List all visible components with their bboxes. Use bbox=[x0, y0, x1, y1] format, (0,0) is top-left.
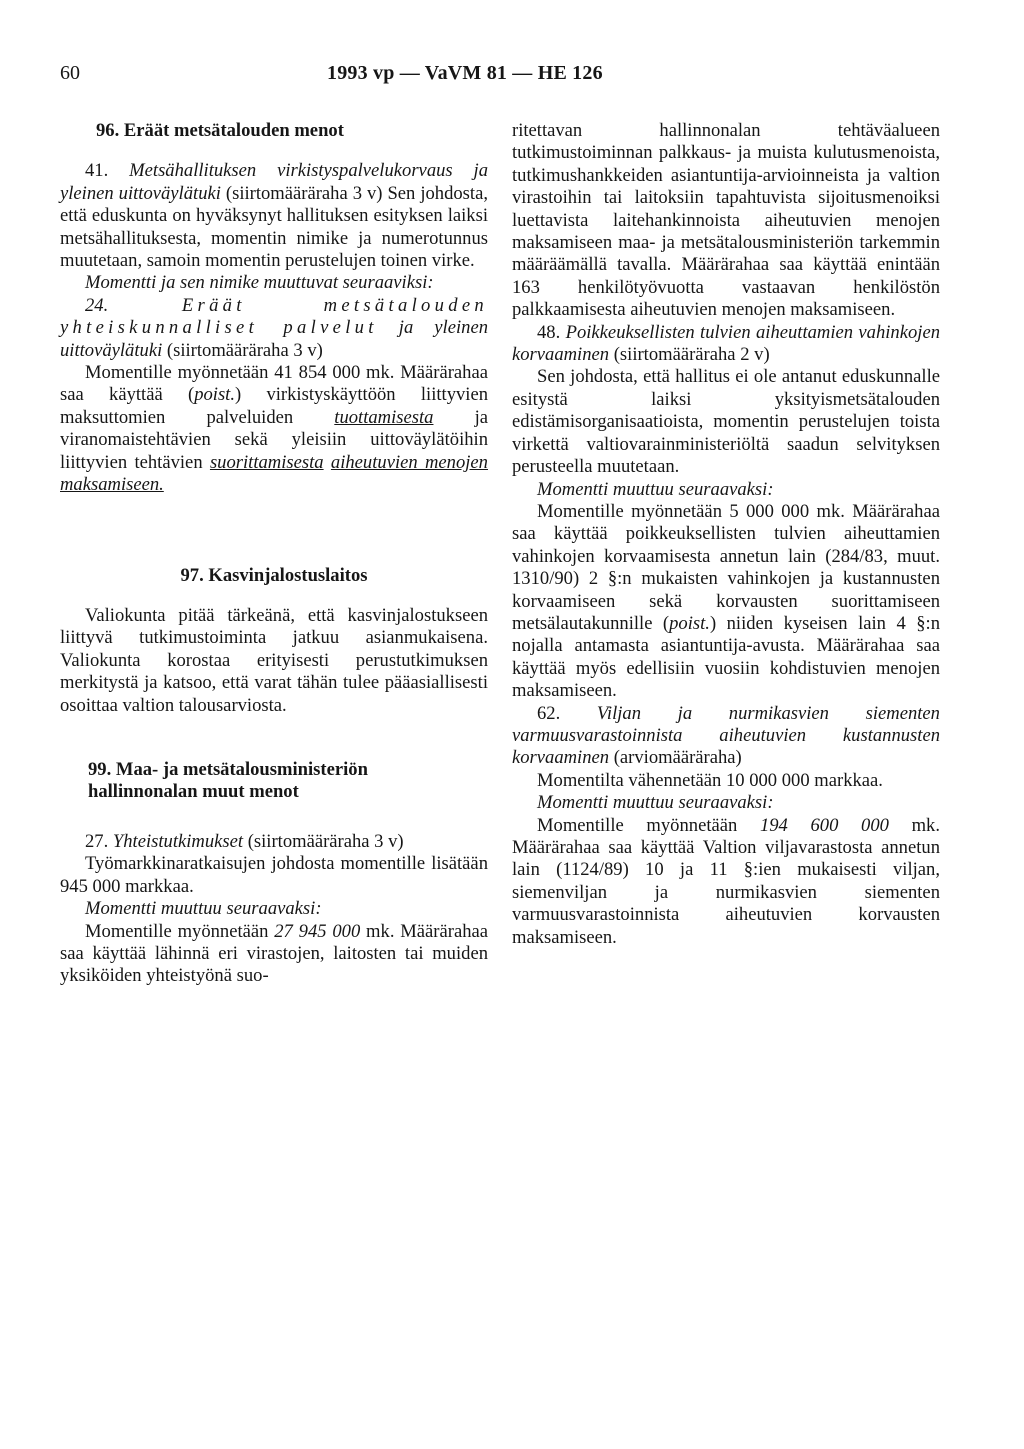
item-title-spaced: Eräät metsätalouden yhteiskunnalliset palvelut bbox=[60, 294, 488, 339]
momentti-note: Momentti muuttuu seuraavaksi: bbox=[537, 792, 774, 814]
section-96-heading: 96. Eräät metsätalouden menot bbox=[96, 120, 344, 141]
item-number: 62. bbox=[537, 702, 561, 724]
momentti-note: Momentti ja sen nimike muuttuvat seuraaviksi: bbox=[85, 272, 434, 294]
paragraph-62-amount: Momentille myönnetään 194 600 000 mk. Määrärahaa saa käyttää Valtion viljavarastosta annetun lain (1124/89) 10 ja 11 §:ien mukaisesti viljan, siemenviljan ja nurmikasvien siementen varmuusvarastoinnista aiheutuvien korvausten maksamiseen. bbox=[512, 814, 941, 948]
running-title: 1993 vp — VaVM 81 — HE 126 bbox=[327, 62, 603, 84]
item-number: 48. bbox=[537, 321, 561, 343]
page-number: 60 bbox=[60, 62, 80, 84]
section-99-heading: 99. Maa- ja metsätalousministeriön hallinnonalan muut menot bbox=[88, 758, 368, 802]
right-column bbox=[512, 120, 940, 949]
paragraph-41 bbox=[60, 160, 488, 272]
paragraph-62 bbox=[512, 703, 940, 770]
item-title-rest: ja yleinen uittoväylätuki bbox=[60, 317, 488, 361]
item-type: (siirtomääräraha 3 v) bbox=[166, 339, 323, 361]
paragraph-48 bbox=[512, 322, 940, 367]
paragraph-27-amount: Momentille myönnetään 27 945 000 mk. Määrärahaa saa käyttää lähinnä eri virastojen, laitosten tai muiden yksiköiden yhteistyönä suo- bbox=[60, 920, 489, 987]
paragraph-62-body: Momentilta vähennetään 10 000 000 markkaa. bbox=[537, 769, 883, 791]
paragraph-continued: ritettavan hallinnonalan tehtäväalueen tutkimustoiminnan palkkaus- ja muista kulutusmenoista, tutkimushankkeiden asiantuntija-arvioinneista ja valtion virastoihin tai laitoksiin tapahtuvista sijoitusmenoiksi luettavista laitehankinnoista aiheutuvien menojen maksamiseen maa- ja metsätalousministeriön tarkemmin määräämällä tavalla. Määrärahaa saa käyttää enintään 163 henkilötyövuotta vastaavan henkilöstön palkkaamisesta aiheutuvien menojen maksamiseen. bbox=[512, 120, 940, 321]
item-body: Sen johdosta, että eduskunta on hyväksynyt hallituksen esityksen laiksi metsähallituksesta, momentin nimike ja numerotunnus muutetaan, samoin momentin perustelujen toinen virke. bbox=[60, 182, 488, 272]
page-header bbox=[0, 62, 1024, 92]
left-column bbox=[60, 120, 488, 988]
paragraph-48-amount: Momentille myönnetään 5 000 000 mk. Määrärahaa saa käyttää poikkeuksellisten tulvien aiheuttamien vahinkojen korvaamisesta annetun lain (284/83, muut. 1310/90) 2 §:n mukaisten vahinkojen ja kustannusten korvaamiseen sekä korvausten suorittamiseen metsälautakunnille (poist.) niiden kyseisen lain 4 §:n nojalla antamasta asiantuntija-avusta. Määrärahaa saa käyttää myös edellisiin vuosiin kohdistuvien menojen maksamiseen. bbox=[512, 500, 940, 702]
paragraph-24 bbox=[60, 295, 488, 362]
item-number: 27. bbox=[85, 830, 109, 852]
item-number: 24. bbox=[85, 294, 109, 316]
momentti-note: Momentti muuttuu seuraavaksi: bbox=[537, 478, 774, 500]
item-number: 41. bbox=[85, 160, 109, 182]
section-97-heading: 97. Kasvinjalostuslaitos bbox=[180, 564, 368, 586]
paragraph-48-body: Sen johdosta, että hallitus ei ole antanut eduskunnalle esitystä laiksi yksityismetsätalouden edistämisorganisaatioista, momentin perustelujen toista virkettä valtiovarainministeriöltä saadun selvityksen perusteella muutetaan. bbox=[512, 366, 940, 478]
paragraph-27 bbox=[60, 831, 488, 853]
item-type: (siirtomääräraha 2 v) bbox=[613, 344, 770, 366]
momentti-note: Momentti muuttuu seuraavaksi: bbox=[85, 898, 322, 920]
item-title: Yhteistutkimukset bbox=[112, 830, 244, 852]
paragraph-97: Valiokunta pitää tärkeänä, että kasvinjalostukseen liittyvä tutkimustoiminta jatkuu asianmukaisena. Valiokunta korostaa erityisesti perustutkimuksen merkitystä ja katsoo, että varat tähän tulee pääasiallisesti osoittaa valtion talousarviosta. bbox=[60, 604, 488, 716]
paragraph-27-body: Työmarkkinaratkaisujen johdosta momentille lisätään 945 000 markkaa. bbox=[60, 853, 488, 897]
item-type: (siirtomääräraha 3 v) bbox=[247, 830, 404, 852]
item-title: Poikkeuksellisten tulvien aiheuttamien vahinkojen korvaaminen bbox=[512, 321, 940, 366]
item-title: Viljan ja nurmikasvien siementen varmuusvarastoinnista aiheutuvien kustannusten korvaaminen bbox=[512, 702, 940, 769]
paragraph-24-body: Momentille myönnetään 41 854 000 mk. Määrärahaa saa käyttää (poist.) virkistyskäyttöön liittyvien maksuttomien palveluiden tuottamisesta ja viranomaistehtävien sekä yleisiin uittoväylätöihin liittyvien tehtävien suorittamisesta aiheutuvien menojen maksamiseen. bbox=[60, 362, 489, 496]
item-type: (siirtomääräraha 3 v) bbox=[225, 182, 383, 204]
item-type: (arviomääräraha) bbox=[613, 747, 742, 769]
item-title: Metsähallituksen virkistyspalvelukorvaus ja yleinen uittoväylätuki bbox=[60, 160, 488, 204]
